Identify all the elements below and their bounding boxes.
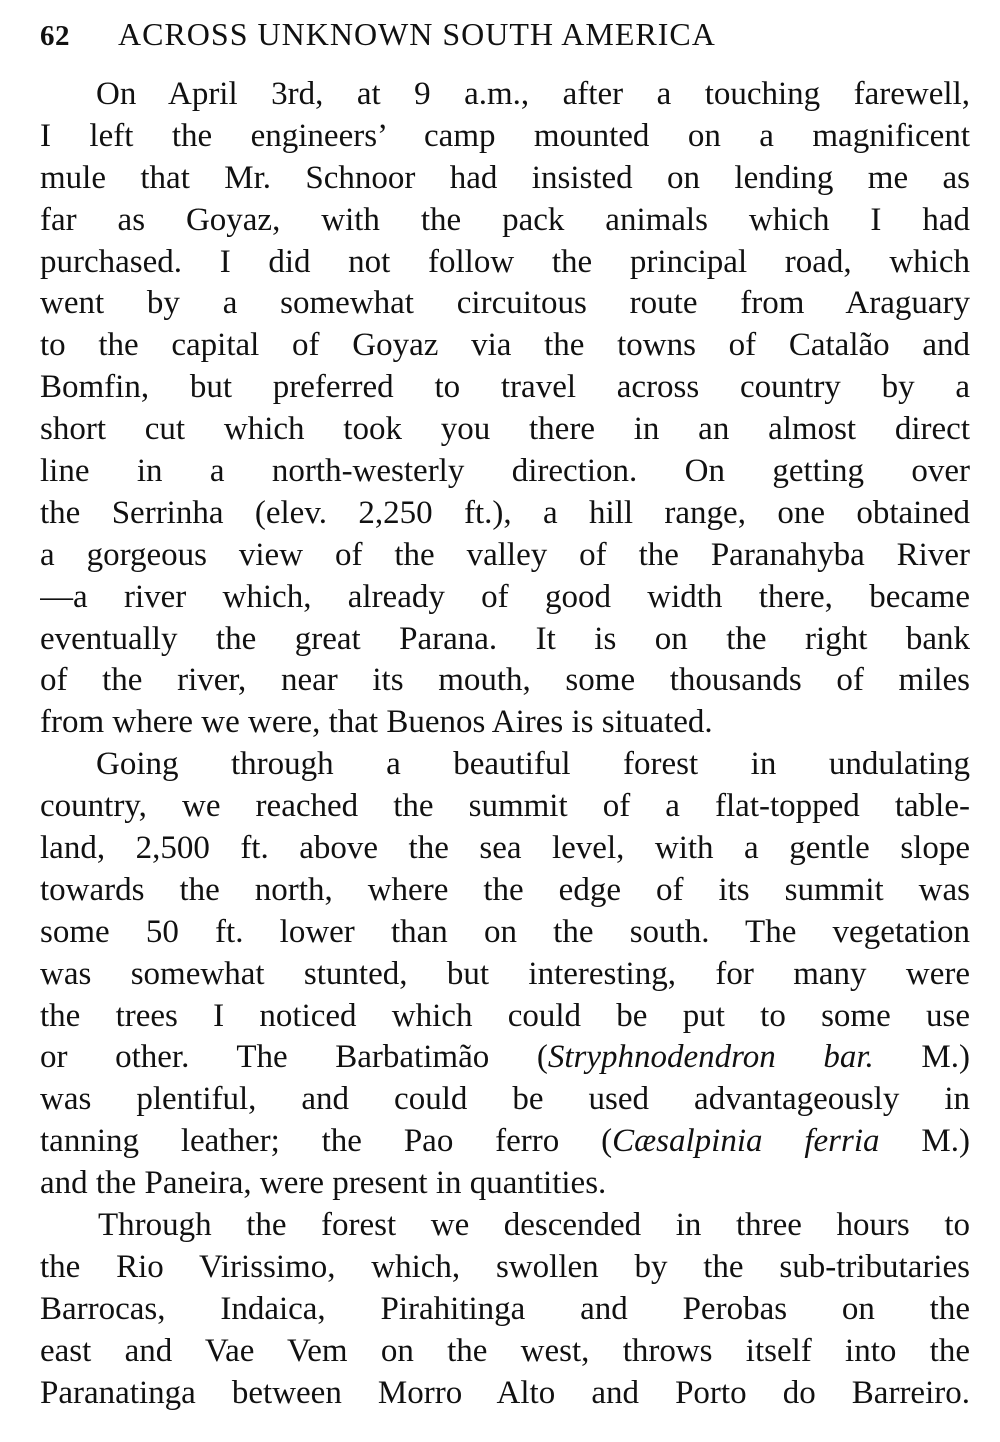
italic-species-name: Cæsalpinia ferria bbox=[612, 1123, 880, 1160]
text-line: of the river, near its mouth, some thousands of miles bbox=[40, 662, 970, 699]
text-line: to the capital of Goyaz via the towns of Catalão and bbox=[40, 327, 970, 364]
running-title: ACROSS UNKNOWN SOUTH AMERICA bbox=[118, 16, 716, 52]
text-segment: M.) bbox=[873, 1039, 970, 1076]
text-line: was somewhat stunted, but interesting, for many were bbox=[40, 955, 970, 992]
text-line: mule that Mr. Schnoor had insisted on lending me as bbox=[40, 159, 970, 196]
page-number: 62 bbox=[40, 20, 70, 52]
text-line: line in a north-westerly direction. On getting over bbox=[40, 453, 970, 490]
book-page bbox=[40, 16, 970, 1415]
text-line: short cut which took you there in an almost direct bbox=[40, 411, 970, 448]
text-line: —a river which, already of good width there, became bbox=[40, 578, 970, 615]
text-line: a gorgeous view of the valley of the Paranahyba River bbox=[40, 536, 970, 573]
text-line: country, we reached the summit of a flat-topped table- bbox=[40, 788, 970, 825]
text-line: I left the engineers’ camp mounted on a magnificent bbox=[40, 117, 970, 154]
text-line: towards the north, where the edge of its summit was bbox=[40, 871, 970, 908]
text-line: went by a somewhat circuitous route from Araguary bbox=[40, 285, 970, 322]
text-line: land, 2,500 ft. above the sea level, with a gentle slope bbox=[40, 830, 970, 867]
body-text bbox=[40, 74, 970, 1415]
text-segment: tanning leather; the Pao ferro ( bbox=[40, 1123, 613, 1160]
text-line bbox=[40, 1121, 970, 1163]
text-line: Through the forest we descended in three hours to bbox=[98, 1207, 970, 1244]
text-line bbox=[40, 1037, 970, 1079]
text-line: purchased. I did not follow the principal road, which bbox=[40, 243, 970, 280]
running-head bbox=[40, 16, 970, 58]
text-line: On April 3rd, at 9 a.m., after a touching farewell, bbox=[96, 76, 970, 112]
text-line: east and Vae Vem on the west, throws itself into the bbox=[40, 1332, 970, 1369]
text-segment: M.) bbox=[879, 1123, 970, 1160]
italic-species-name: Stryphnodendron bar. bbox=[547, 1039, 874, 1076]
text-line: Going through a beautiful forest in undulating bbox=[96, 746, 970, 783]
text-line: Bomfin, but preferred to travel across country by a bbox=[40, 369, 970, 406]
text-segment: or other. The Barbatimão ( bbox=[40, 1039, 548, 1076]
text-line: Paranatinga between Morro Alto and Porto do Barreiro. bbox=[40, 1374, 970, 1411]
text-line: and the Paneira, were present in quantities. bbox=[40, 1165, 607, 1202]
text-line: far as Goyaz, with the pack animals which I had bbox=[40, 201, 970, 238]
text-line: Barrocas, Indaica, Pirahitinga and Perobas on the bbox=[40, 1290, 970, 1327]
text-line: the Serrinha (elev. 2,250 ft.), a hill range, one obtained bbox=[40, 494, 970, 531]
text-line: the Rio Virissimo, which, swollen by the sub-tributaries bbox=[40, 1248, 970, 1285]
text-line: was plentiful, and could be used advantageously in bbox=[40, 1081, 970, 1118]
text-line: eventually the great Parana. It is on the right bank bbox=[40, 620, 970, 657]
text-line: from where we were, that Buenos Aires is situated. bbox=[40, 704, 713, 741]
text-line: some 50 ft. lower than on the south. The vegetation bbox=[40, 913, 970, 950]
text-line: the trees I noticed which could be put to some use bbox=[40, 997, 970, 1034]
